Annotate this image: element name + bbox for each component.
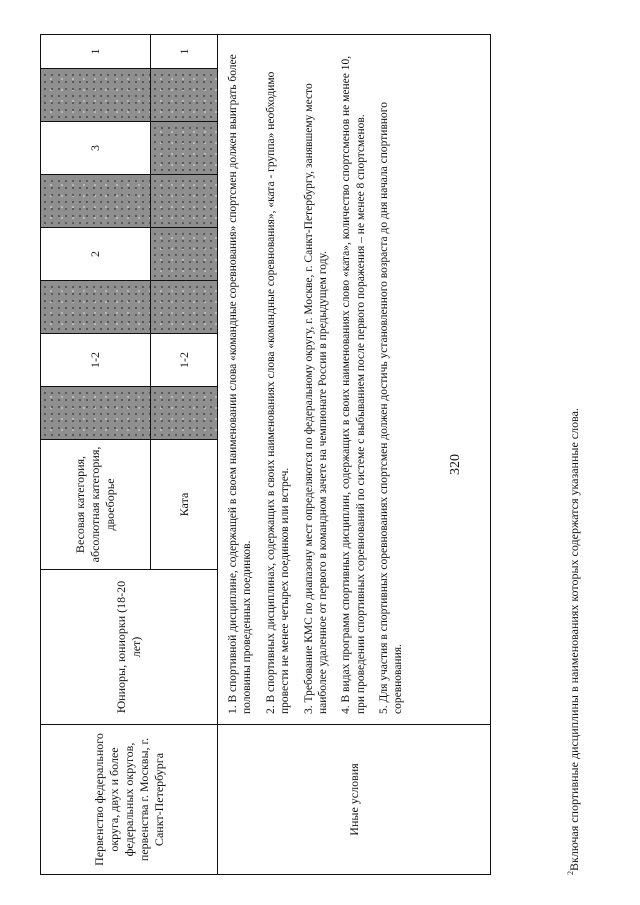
footnote-text: Включая спортивные дисциплины в наименованиях которых содержатся указанные слова. bbox=[567, 408, 581, 871]
condition-item: 4. В видах программ спортивных дисциплин, содержащих в своих наименованиях слово «ката», количество спортсменов не менее 10, при проведении спортивных соревнований по системе с выбыванием после первого поражения – не менее 8 спортсменов. bbox=[340, 55, 367, 714]
discipline-cell: Весовая категория, абсолютная категория, двоеборье bbox=[41, 440, 151, 570]
value-cell: 1 bbox=[41, 35, 151, 69]
value-cell bbox=[151, 281, 218, 334]
value-cell bbox=[151, 175, 218, 228]
table-row bbox=[218, 35, 491, 875]
value-cell bbox=[151, 228, 218, 281]
value-cell: 1-2 bbox=[151, 334, 218, 387]
value-cell: 1-2 bbox=[41, 334, 151, 387]
value-cell bbox=[151, 387, 218, 440]
age-group-cell: Юниоры, юниорки (18-20 лет) bbox=[41, 570, 218, 725]
value-cell bbox=[41, 387, 151, 440]
condition-item: 1. В спортивной дисциплине, содержащей в своем наименовании слова «командные соревнования» спортсмен должен выиграть более половины проведенных поединков. bbox=[227, 54, 254, 714]
value-cell bbox=[41, 281, 151, 334]
condition-item: 3. Требование КМС по диапазону мест определяются по федеральному округу, г. Москве, г. Санкт-Петербургу, занявшему место наиболее удаленное от первого в командном зачете на чемпионате России в предыдущем году. bbox=[302, 83, 329, 714]
page-number: 320 bbox=[448, 454, 463, 475]
condition-item: 2. В спортивных дисциплинах, содержащих в своих наименованиях слова «командные соревнования», «ката - группа» необходимо провести не менее четырех поединков или встреч. bbox=[264, 71, 292, 714]
footnote-marker: 2 bbox=[566, 871, 575, 875]
event-cell: Первенство федерального округа, двух и более федеральных округов, первенства г. Москвы, г. Санкт-Петербурга bbox=[41, 725, 218, 875]
value-cell bbox=[151, 69, 218, 122]
value-cell: 2 bbox=[41, 228, 151, 281]
value-cell: 3 bbox=[41, 122, 151, 175]
value-cell bbox=[41, 175, 151, 228]
value-cell bbox=[41, 69, 151, 122]
conditions-cell bbox=[218, 35, 491, 725]
table-row bbox=[41, 35, 151, 875]
discipline-cell: Ката bbox=[151, 440, 218, 570]
other-conditions-label: Иные условия bbox=[218, 725, 491, 875]
requirements-table bbox=[40, 34, 491, 875]
footnote bbox=[566, 408, 582, 875]
condition-item: 5. Для участия в спортивных соревнованиях спортсмен должен достичь установленного возраста до дня начала спортивного соревнования. bbox=[378, 102, 405, 714]
value-cell bbox=[151, 122, 218, 175]
value-cell: 1 bbox=[151, 35, 218, 69]
